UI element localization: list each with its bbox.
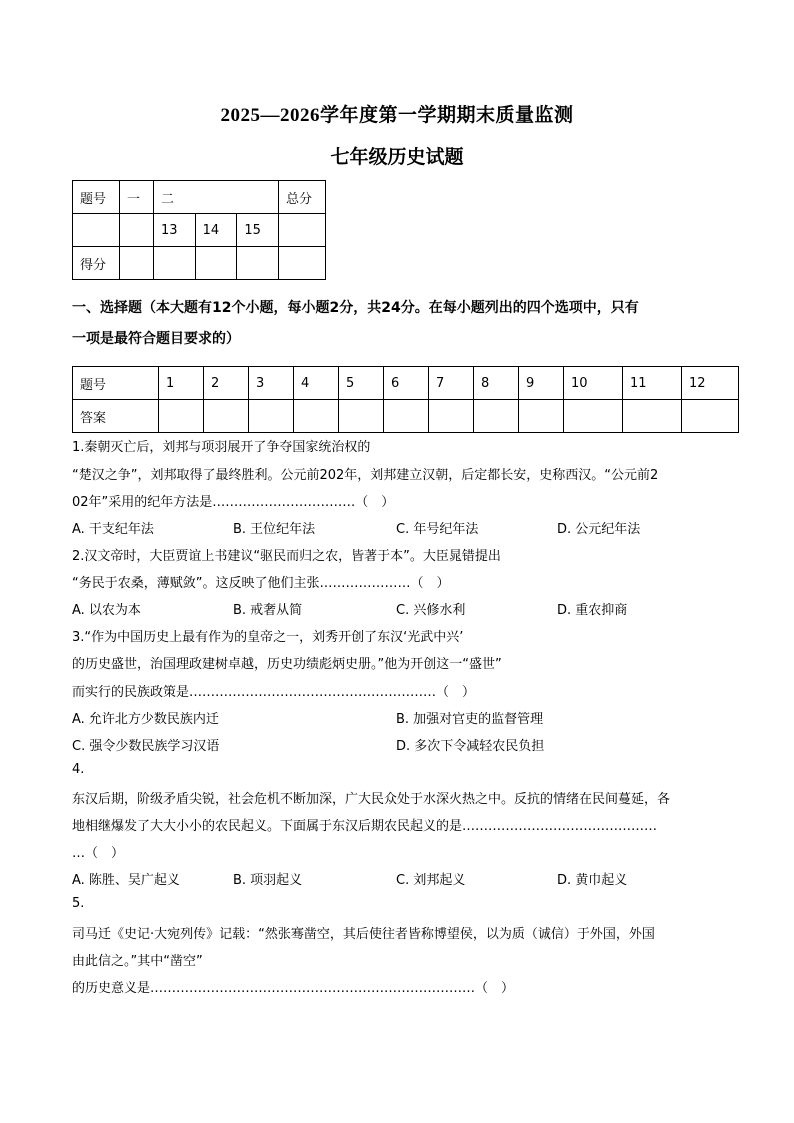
q2-option-b[interactable]: B. 戒奢从简	[233, 603, 303, 618]
q4-option-c[interactable]: C. 刘邦起义	[396, 873, 466, 888]
answer-header-number: 7	[429, 367, 474, 400]
answer-input-cell[interactable]	[519, 400, 564, 433]
q3-option-c[interactable]: C. 强令少数民族学习汉语	[72, 739, 220, 754]
answer-header-number: 9	[519, 367, 564, 400]
score-cell-empty	[279, 214, 326, 247]
answer-input-cell[interactable]	[204, 400, 249, 433]
answer-input-cell[interactable]	[682, 400, 739, 433]
q5-number: 5.	[72, 896, 85, 911]
section-heading-line2: 一项是最符合题目要求的）	[72, 331, 240, 347]
score-sub-15: 15	[237, 214, 279, 247]
section-heading-line1: 一、选择题（本大题有12个小题，每小题2分，共24分。在每小题列出的四个选项中，只有	[72, 300, 639, 316]
score-row-label: 得分	[73, 247, 120, 280]
answer-input-cell[interactable]	[159, 400, 204, 433]
q2-option-c[interactable]: C. 兴修水利	[396, 603, 466, 618]
q4-option-d[interactable]: D. 黄巾起义	[557, 873, 628, 888]
q5-stem-line: 的历史意义是…………………………………………………………………（ ）	[72, 981, 515, 996]
answer-header-number: 1	[159, 367, 204, 400]
q4-stem-line: 东汉后期，阶级矛盾尖锐，社会危机不断加深，广大民众处于水深火热之中。反抗的情绪在民间蔓延，各	[72, 792, 671, 807]
score-input-cell[interactable]	[279, 247, 326, 280]
q3-stem-line: 的历史盛世，治国理政建树卓越，历史功绩彪炳史册。”他为开创这一“盛世”	[72, 657, 502, 672]
score-table	[72, 180, 326, 280]
score-header-part1: 一	[120, 181, 154, 214]
q5-stem-line: 由此信之。”其中“凿空”	[72, 954, 203, 969]
q1-option-a[interactable]: A. 干支纪年法	[72, 522, 154, 537]
q4-number: 4.	[72, 762, 85, 777]
score-header-part2: 二	[154, 181, 279, 214]
answer-header-number: 2	[204, 367, 249, 400]
q1-option-c[interactable]: C. 年号纪年法	[396, 522, 479, 537]
q3-option-b[interactable]: B. 加强对官吏的监督管理	[396, 712, 544, 727]
answer-header-number: 4	[294, 367, 339, 400]
answer-header-number: 3	[249, 367, 294, 400]
answer-header-number: 8	[474, 367, 519, 400]
q3-stem-line: 而实行的民族政策是…………………………………………………（ ）	[72, 685, 476, 700]
answer-input-cell[interactable]	[384, 400, 429, 433]
answer-input-cell[interactable]	[623, 400, 682, 433]
answer-input-cell[interactable]	[339, 400, 384, 433]
answer-input-cell[interactable]	[249, 400, 294, 433]
q1-stem-line: “楚汉之争”，刘邦取得了最终胜利。公元前202年，刘邦建立汉朝，后定都长安，史称西汉。“公元前2	[72, 468, 659, 483]
q1-option-d[interactable]: D. 公元纪年法	[557, 522, 641, 537]
q3-stem-line: 3.“作为中国历史上最有作为的皇帝之一，刘秀开创了东汉‘光武中兴’	[72, 630, 464, 645]
score-cell-empty	[73, 214, 120, 247]
q3-option-d[interactable]: D. 多次下令减轻农民负担	[396, 739, 545, 754]
answer-header-number: 11	[623, 367, 682, 400]
q4-option-b[interactable]: B. 项羽起义	[233, 873, 303, 888]
q1-stem-line: 1.秦朝灭亡后，刘邦与项羽展开了争夺国家统治权的	[72, 440, 371, 455]
answer-row-label: 答案	[73, 400, 159, 433]
score-input-cell[interactable]	[237, 247, 279, 280]
q2-stem-line: “务民于农桑，薄赋敛”。这反映了他们主张…………………（ ）	[72, 576, 450, 591]
score-header-total: 总分	[279, 181, 326, 214]
score-sub-14: 14	[195, 214, 237, 247]
q1-stem-line: 02年”采用的纪年方法是……………………………（ ）	[72, 495, 395, 510]
q3-option-a[interactable]: A. 允许北方少数民族内迁	[72, 712, 219, 727]
answer-header-label: 题号	[73, 367, 159, 400]
q1-option-b[interactable]: B. 王位纪年法	[233, 522, 316, 537]
score-header-label: 题号	[73, 181, 120, 214]
q2-option-a[interactable]: A. 以农为本	[72, 603, 141, 618]
q4-option-a[interactable]: A. 陈胜、吴广起义	[72, 873, 180, 888]
answer-header-number: 12	[682, 367, 739, 400]
score-sub-13: 13	[154, 214, 196, 247]
score-input-cell[interactable]	[120, 247, 154, 280]
q5-stem-line: 司马迁《史记·大宛列传》记载：“然张骞凿空，其后使往者皆称博望侯，以为质（诚信）于外国，外国	[72, 927, 655, 942]
answer-input-cell[interactable]	[294, 400, 339, 433]
answer-input-cell[interactable]	[429, 400, 474, 433]
q4-stem-line: 地相继爆发了大大小小的农民起义。下面属于东汉后期农民起义的是………………………………………	[72, 819, 658, 834]
answer-header-number: 6	[384, 367, 429, 400]
answer-header-number: 10	[564, 367, 623, 400]
exam-title: 2025—2026学年度第一学期期末质量监测	[220, 105, 574, 126]
q4-stem-line: …（ ）	[72, 846, 125, 861]
q2-stem-line: 2.汉文帝时，大臣贾谊上书建议“驱民而归之农，皆著于本”。大臣晁错提出	[72, 549, 501, 564]
answer-input-cell[interactable]	[474, 400, 519, 433]
answer-table	[72, 366, 739, 433]
score-cell-empty	[120, 214, 154, 247]
answer-input-cell[interactable]	[564, 400, 623, 433]
score-input-cell[interactable]	[154, 247, 196, 280]
exam-subtitle: 七年级历史试题	[330, 147, 464, 168]
answer-header-number: 5	[339, 367, 384, 400]
q2-option-d[interactable]: D. 重农抑商	[557, 603, 628, 618]
score-input-cell[interactable]	[195, 247, 237, 280]
